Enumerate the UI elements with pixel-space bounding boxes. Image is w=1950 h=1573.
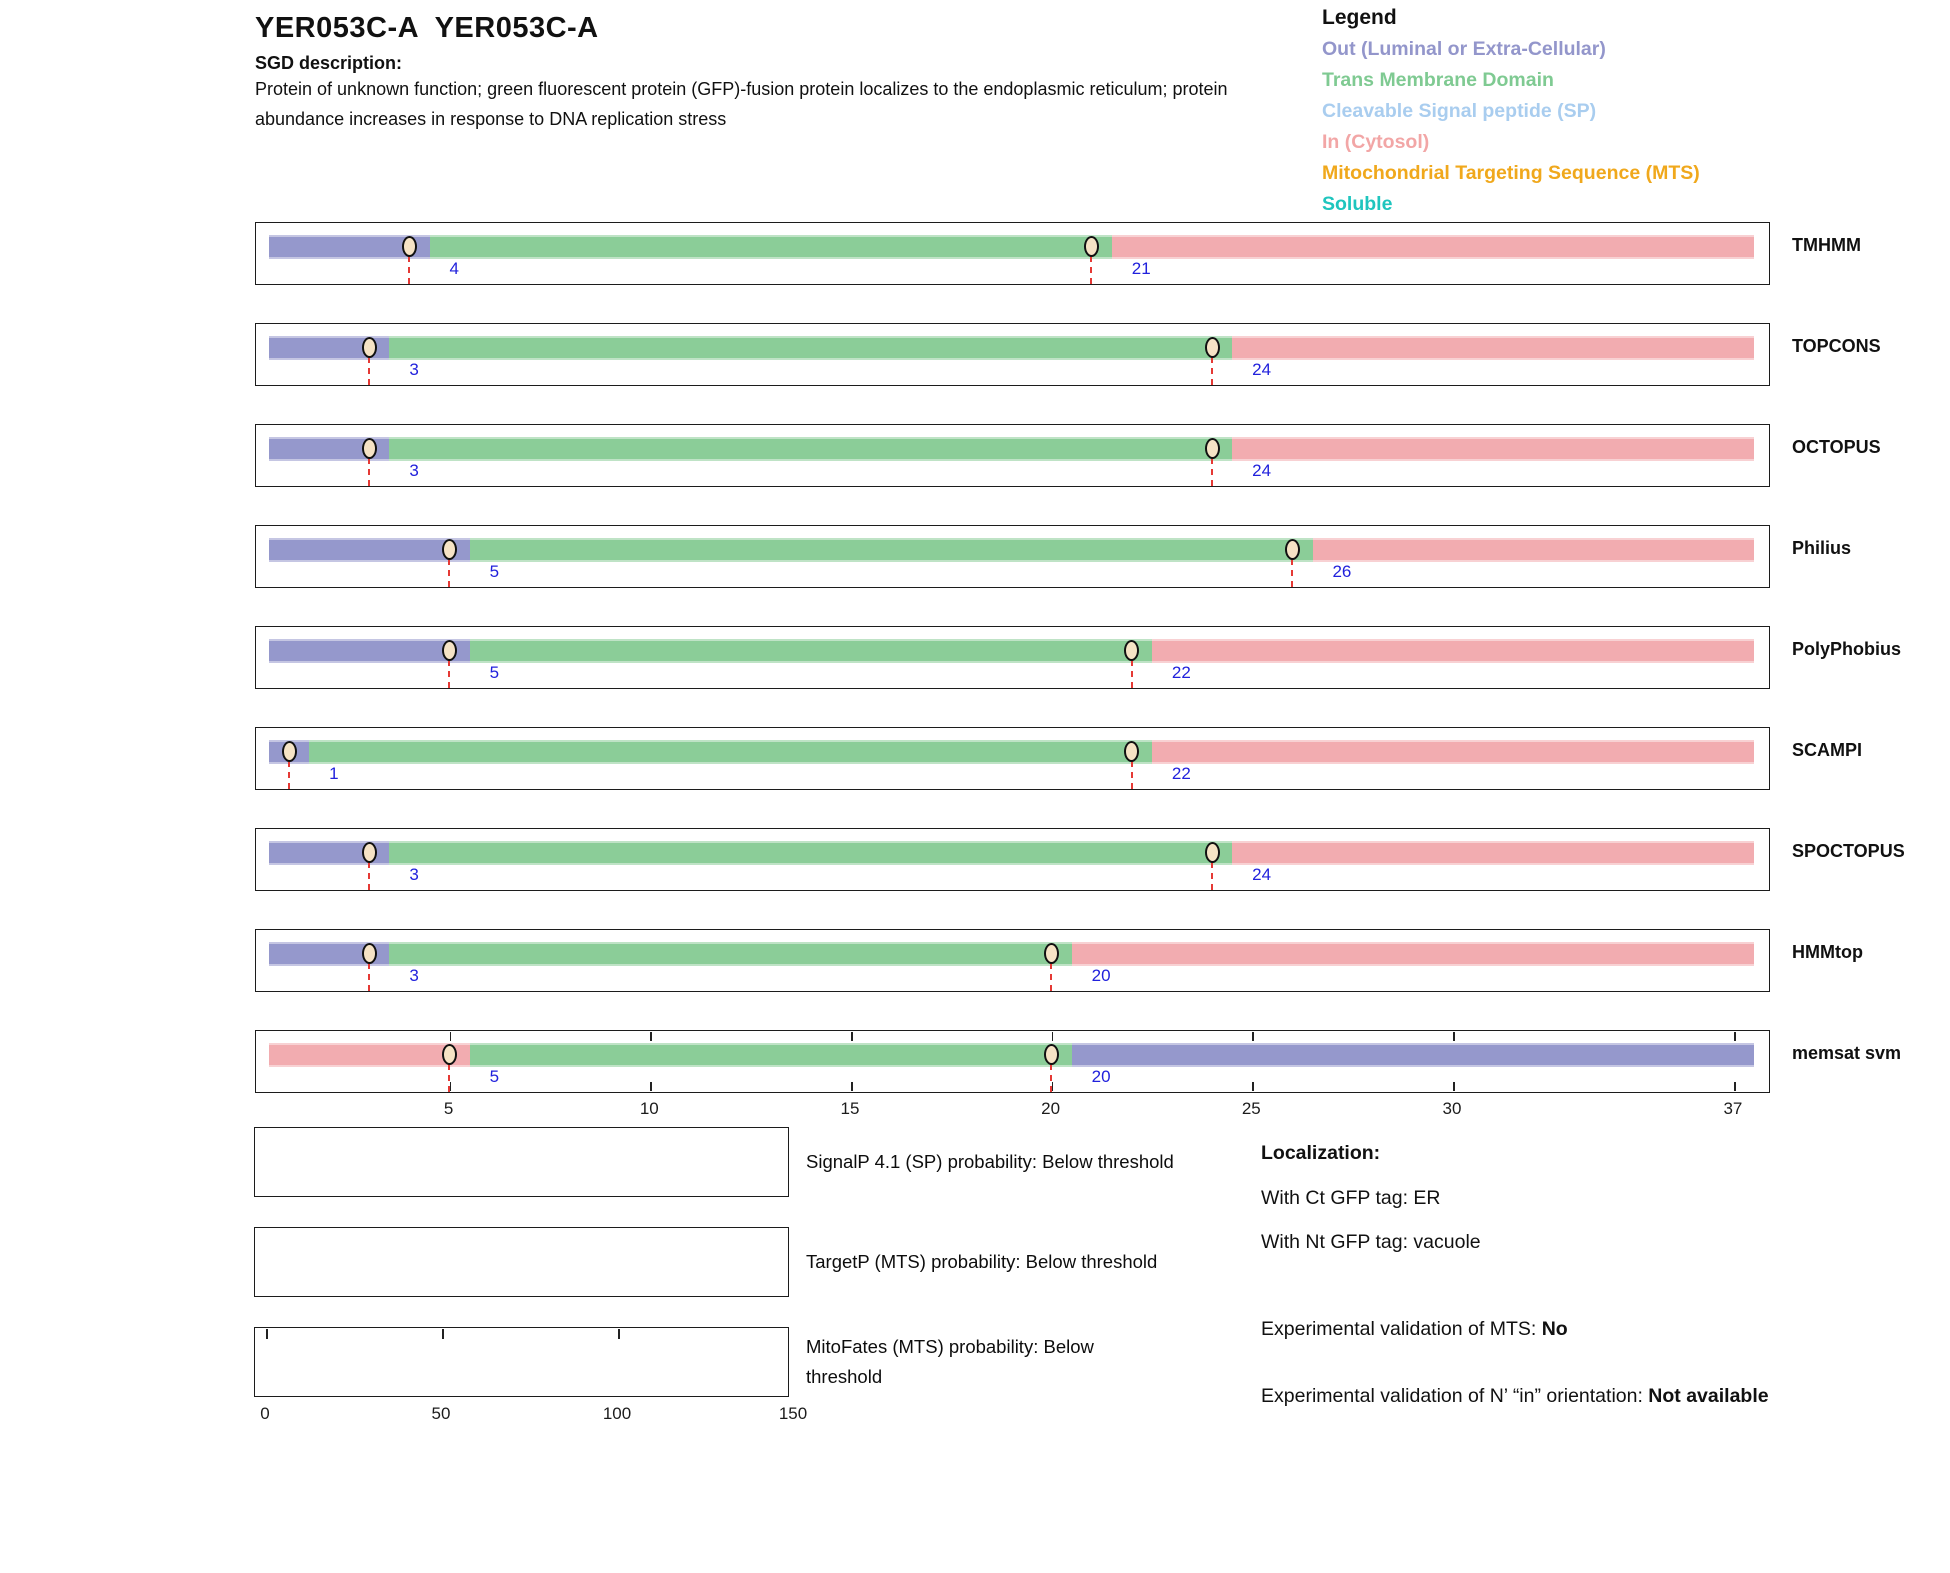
mts-validation-label: Experimental validation of MTS: — [1261, 1318, 1542, 1340]
segment-in — [1232, 437, 1754, 461]
axis-tick-top-25 — [1252, 1032, 1254, 1041]
boundary-marker-5 — [442, 1044, 457, 1065]
boundary-dash-5 — [448, 559, 450, 587]
localization-ct-line: With Ct GFP tag: ER — [1261, 1187, 1441, 1209]
track-box-hmmtop — [255, 929, 1770, 992]
boundary-dash-5 — [448, 1064, 450, 1092]
boundary-marker-4 — [402, 236, 417, 257]
axis-tick-top-5 — [450, 1032, 452, 1041]
boundary-number-3: 3 — [409, 966, 419, 985]
boundary-marker-24 — [1205, 842, 1220, 863]
axis-tick-label-37: 37 — [1723, 1099, 1743, 1118]
track-box-octopus — [255, 424, 1770, 487]
track-box-tmhmm — [255, 222, 1770, 285]
orientation-validation-line — [1261, 1380, 1819, 1413]
boundary-marker-26 — [1285, 539, 1300, 560]
segment-tm — [309, 740, 1152, 764]
mitofates-probability-label: MitoFates (MTS) probability: Below threshold — [806, 1336, 1094, 1387]
axis-tick-bottom-10 — [650, 1082, 652, 1091]
track-label-octopus: OCTOPUS — [1792, 437, 1881, 457]
boundary-dash-4 — [408, 256, 410, 284]
axis-tick-bottom-30 — [1453, 1082, 1455, 1091]
legend-item-tm: Trans Membrane Domain — [1322, 69, 1554, 91]
segment-out — [269, 538, 470, 562]
localization-heading: Localization: — [1261, 1142, 1381, 1164]
segment-in — [1313, 538, 1754, 562]
track-label-polyphobius: PolyPhobius — [1792, 639, 1902, 659]
boundary-number-22: 22 — [1171, 663, 1191, 682]
mitofates-probability-plot — [254, 1327, 789, 1397]
segment-tm — [389, 841, 1232, 865]
boundary-dash-20 — [1050, 963, 1052, 991]
axis-tick-label-25: 25 — [1241, 1099, 1261, 1118]
boundary-dash-5 — [448, 660, 450, 688]
boundary-dash-3 — [368, 862, 370, 890]
segment-tm — [470, 1043, 1072, 1067]
track-box-scampi — [255, 727, 1770, 790]
track-label-memsat-svm: memsat svm — [1792, 1043, 1902, 1063]
axis-tick-label-20: 20 — [1041, 1099, 1061, 1118]
axis-tick-label-30: 30 — [1442, 1099, 1462, 1118]
boundary-number-3: 3 — [409, 360, 419, 379]
boundary-dash-24 — [1211, 357, 1213, 385]
axis-tick-top-15 — [851, 1032, 853, 1041]
axis-tick-bottom-15 — [851, 1082, 853, 1091]
legend — [1322, 34, 1700, 220]
sgd-description-heading: SGD description: — [255, 53, 403, 73]
boundary-number-4: 4 — [449, 259, 459, 278]
track-label-tmhmm: TMHMM — [1792, 235, 1861, 255]
boundary-number-1: 1 — [329, 764, 339, 783]
boundary-dash-1 — [288, 761, 290, 789]
boundary-number-26: 26 — [1332, 562, 1352, 581]
boundary-dash-20 — [1050, 1064, 1052, 1092]
boundary-number-3: 3 — [409, 461, 419, 480]
boundary-marker-24 — [1205, 337, 1220, 358]
boundary-marker-3 — [362, 438, 377, 459]
segment-in — [269, 1043, 470, 1067]
axis-tick-top-10 — [650, 1032, 652, 1041]
segment-out — [269, 639, 470, 663]
segment-in — [1152, 740, 1754, 764]
localization-nt-line: With Nt GFP tag: vacuole — [1261, 1231, 1481, 1253]
boundary-dash-22 — [1131, 761, 1133, 789]
mts-validation-line — [1261, 1318, 1568, 1341]
boundary-number-20: 20 — [1091, 966, 1111, 985]
boundary-number-24: 24 — [1252, 461, 1272, 480]
segment-in — [1232, 336, 1754, 360]
boundary-number-5: 5 — [489, 663, 500, 682]
mitofates-tick-label-50: 50 — [431, 1404, 451, 1423]
boundary-marker-3 — [362, 337, 377, 358]
orientation-validation-label: Experimental validation of N’ “in” orientation: — [1261, 1385, 1649, 1407]
legend-title: Legend — [1322, 6, 1397, 29]
legend-item-in: In (Cytosol) — [1322, 131, 1430, 153]
segment-tm — [470, 538, 1313, 562]
boundary-number-24: 24 — [1252, 865, 1272, 884]
boundary-dash-21 — [1090, 256, 1092, 284]
axis-tick-top-30 — [1453, 1032, 1455, 1041]
segment-in — [1072, 942, 1754, 966]
track-label-spoctopus: SPOCTOPUS — [1792, 841, 1905, 861]
track-label-hmmtop: HMMtop — [1792, 942, 1863, 962]
legend-item-soluble: Soluble — [1322, 193, 1393, 215]
axis-tick-top-20 — [1052, 1032, 1054, 1041]
signalp-probability-label: SignalP 4.1 (SP) probability: Below threshold — [806, 1151, 1174, 1172]
segment-in — [1232, 841, 1754, 865]
targetp-probability-plot — [254, 1227, 789, 1297]
page-title: YER053C-A YER053C-A — [255, 12, 599, 44]
boundary-marker-24 — [1205, 438, 1220, 459]
axis-tick-bottom-25 — [1252, 1082, 1254, 1091]
track-box-polyphobius — [255, 626, 1770, 689]
boundary-number-3: 3 — [409, 865, 419, 884]
boundary-dash-3 — [368, 357, 370, 385]
signalp-probability-plot — [254, 1127, 789, 1197]
legend-item-out: Out (Luminal or Extra-Cellular) — [1322, 38, 1606, 60]
boundary-number-5: 5 — [489, 1067, 500, 1086]
boundary-marker-5 — [442, 640, 457, 661]
axis-tick-label-15: 15 — [840, 1099, 860, 1118]
segment-in — [1112, 235, 1754, 259]
track-box-spoctopus — [255, 828, 1770, 891]
segment-out — [1072, 1043, 1754, 1067]
boundary-number-24: 24 — [1252, 360, 1272, 379]
boundary-marker-3 — [362, 943, 377, 964]
boundary-dash-26 — [1291, 559, 1293, 587]
axis-tick-label-5: 5 — [443, 1099, 454, 1118]
boundary-marker-1 — [282, 741, 297, 762]
mitofates-tick-0 — [266, 1329, 268, 1339]
boundary-dash-3 — [368, 458, 370, 486]
mitofates-tick-label-0: 0 — [260, 1404, 270, 1423]
track-label-topcons: TOPCONS — [1792, 336, 1881, 356]
legend-item-sp: Cleavable Signal peptide (SP) — [1322, 100, 1597, 122]
boundary-dash-24 — [1211, 862, 1213, 890]
axis-tick-top-37 — [1734, 1032, 1736, 1041]
mts-validation-value: No — [1541, 1318, 1568, 1340]
track-box-philius — [255, 525, 1770, 588]
boundary-number-20: 20 — [1091, 1067, 1111, 1086]
segment-tm — [389, 336, 1232, 360]
targetp-probability-label: TargetP (MTS) probability: Below threshold — [806, 1251, 1158, 1272]
mitofates-tick-50 — [442, 1329, 444, 1339]
track-box-memsat-svm — [255, 1030, 1770, 1093]
segment-tm — [389, 942, 1071, 966]
mitofates-tick-100 — [618, 1329, 620, 1339]
axis-tick-label-10: 10 — [639, 1099, 659, 1118]
segment-tm — [470, 639, 1152, 663]
boundary-marker-5 — [442, 539, 457, 560]
segment-tm — [430, 235, 1112, 259]
boundary-dash-3 — [368, 963, 370, 991]
boundary-number-21: 21 — [1131, 259, 1151, 278]
boundary-number-22: 22 — [1171, 764, 1191, 783]
boundary-dash-22 — [1131, 660, 1133, 688]
track-box-topcons — [255, 323, 1770, 386]
track-label-scampi: SCAMPI — [1792, 740, 1863, 760]
mitofates-tick-label-150: 150 — [778, 1404, 808, 1423]
boundary-number-5: 5 — [489, 562, 500, 581]
segment-tm — [389, 437, 1232, 461]
boundary-marker-3 — [362, 842, 377, 863]
axis-tick-bottom-37 — [1734, 1082, 1736, 1091]
legend-item-mts: Mitochondrial Targeting Sequence (MTS) — [1322, 162, 1700, 184]
mitofates-tick-label-100: 100 — [602, 1404, 632, 1423]
sgd-description-text: Protein of unknown function; green fluorescent protein (GFP)-fusion protein localizes to the endoplasmic reticulum; protein abundance increases in response to DNA replication stress — [255, 79, 1228, 129]
segment-in — [1152, 639, 1754, 663]
track-label-philius: Philius — [1792, 538, 1852, 558]
boundary-dash-24 — [1211, 458, 1213, 486]
orientation-validation-value: Not available — [1648, 1385, 1769, 1407]
